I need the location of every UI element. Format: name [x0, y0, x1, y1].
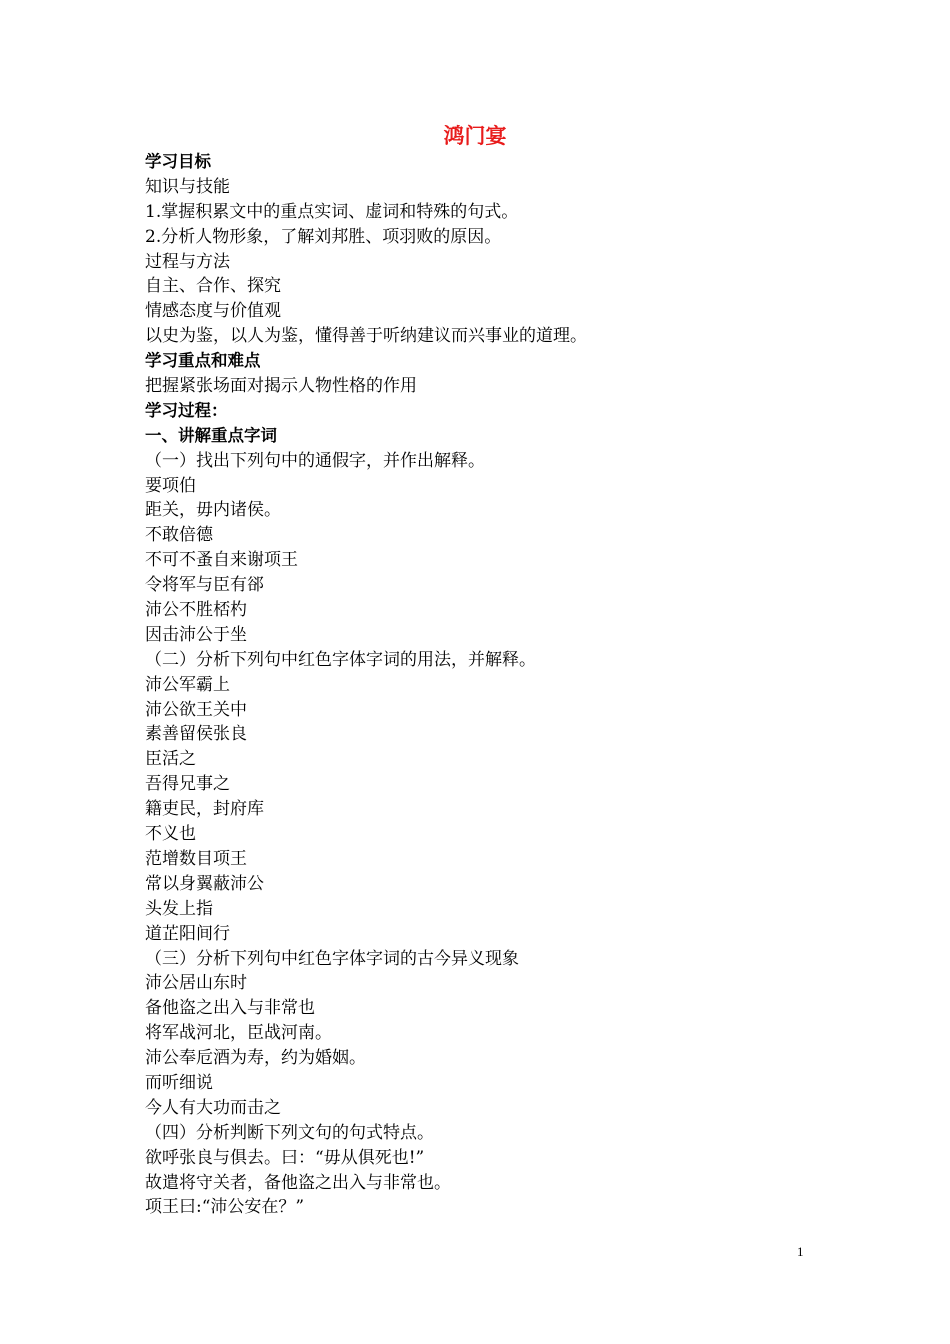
text-line: 知识与技能: [145, 176, 230, 197]
page-number: 1: [797, 1244, 804, 1259]
document-body: [145, 150, 825, 1220]
section-heading: 学习过程：: [145, 400, 228, 420]
text-line: 将军战河北，臣战河南。: [145, 1023, 332, 1044]
text-line: 不义也: [145, 824, 196, 845]
text-line: （二）分析下列句中红色字体字词的用法，并解释。: [145, 649, 536, 670]
text-line: 沛公军霸上: [145, 674, 230, 695]
text-line: 常以身翼蔽沛公: [145, 873, 264, 894]
text-line: 沛公不胜桮杓: [145, 600, 247, 621]
text-line: 沛公奉卮酒为寿，约为婚姻。: [145, 1048, 366, 1069]
text-line: 要项伯: [145, 475, 196, 496]
section-heading: 学习目标: [145, 152, 211, 171]
text-line: 1.掌握积累文中的重点实词、虚词和特殊的句式。: [145, 201, 519, 222]
text-line: 沛公居山东时: [145, 973, 247, 994]
text-line: 距关，毋内诸侯。: [145, 500, 281, 521]
text-line: 头发上指: [145, 898, 213, 919]
text-line: 不可不蚤自来谢项王: [145, 550, 298, 571]
text-line: 而听细说: [145, 1072, 213, 1093]
text-line: 道芷阳间行: [145, 923, 230, 944]
section-heading: 学习重点和难点: [145, 351, 261, 371]
text-line: （四）分析判断下列文句的句式特点。: [145, 1122, 434, 1143]
section-heading: 一、讲解重点字词: [145, 425, 277, 445]
text-line: 臣活之: [145, 749, 196, 770]
text-line: 沛公欲王关中: [145, 699, 247, 720]
text-line: （一）找出下列句中的通假字，并作出解释。: [145, 450, 485, 471]
text-line: 项王曰:“沛公安在？”: [145, 1197, 305, 1218]
text-line: 籍吏民，封府库: [145, 799, 264, 820]
text-line: 不敢倍德: [145, 525, 213, 546]
text-line: 故遣将守关者，备他盗之出入与非常也。: [145, 1172, 451, 1193]
text-line: 2.分析人物形象，了解刘邦胜、项羽败的原因。: [145, 226, 502, 247]
text-line: 欲呼张良与俱去。曰：“毋从俱死也!”: [145, 1147, 425, 1168]
page-title: 鸿门宴: [443, 124, 507, 148]
text-line: 自主、合作、探究: [145, 276, 281, 297]
text-line: 今人有大功而击之: [145, 1097, 281, 1118]
text-line: 以史为鉴，以人为鉴，懂得善于听纳建议而兴事业的道理。: [145, 326, 587, 347]
text-line: 范增数目项王: [145, 848, 247, 869]
text-line: 过程与方法: [145, 251, 230, 272]
text-line: （三）分析下列句中红色字体字词的古今异义现象: [145, 948, 519, 969]
text-line: 因击沛公于坐: [145, 624, 247, 645]
text-line: 令将军与臣有郤: [145, 575, 264, 596]
text-line: 情感态度与价值观: [145, 301, 281, 322]
text-line: 吾得兄事之: [145, 774, 230, 795]
text-line: 素善留侯张良: [145, 724, 247, 745]
text-line: 把握紧张场面对揭示人物性格的作用: [145, 376, 417, 397]
text-line: 备他盗之出入与非常也: [145, 998, 315, 1019]
